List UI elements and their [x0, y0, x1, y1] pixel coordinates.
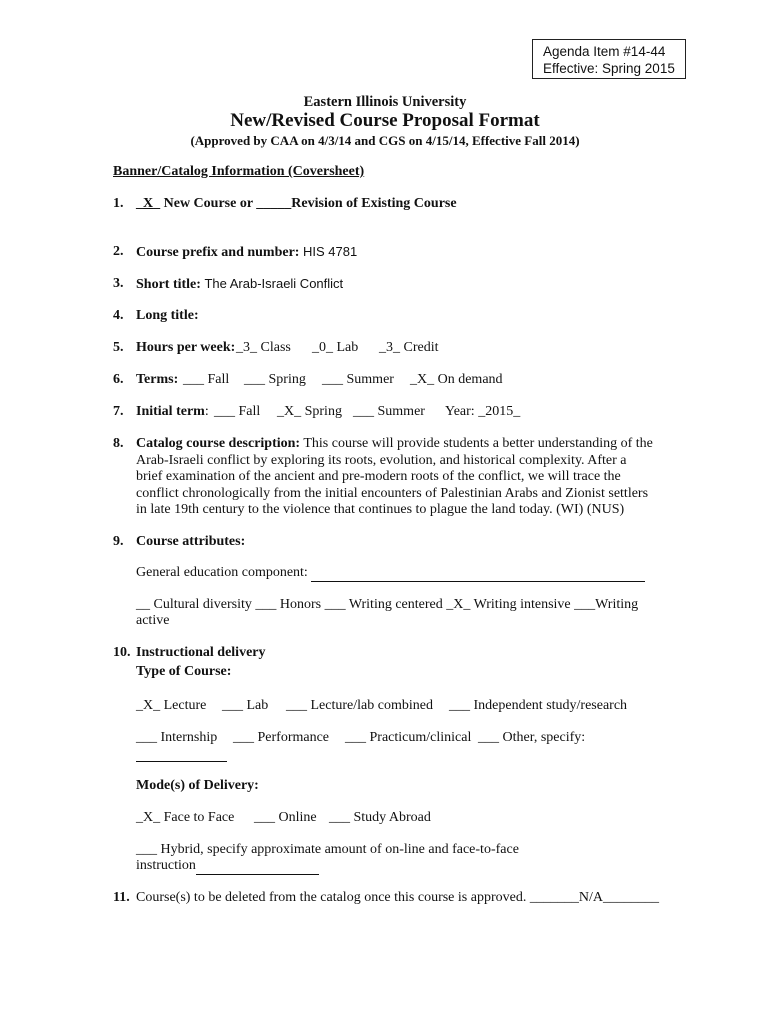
- new-course-mark: X: [143, 196, 154, 211]
- initial-summer: ___ Summer: [353, 404, 425, 419]
- hybrid-line-2: [136, 858, 319, 875]
- item-number: 11.: [113, 890, 130, 905]
- item-3-row: [136, 276, 343, 293]
- initial-term-label: Initial term: [136, 404, 205, 419]
- course-attributes-label: Course attributes:: [136, 534, 246, 549]
- short-title-value: The Arab-Israeli Conflict: [204, 276, 344, 291]
- hours-label: Hours per week:: [136, 340, 236, 355]
- mode-face-to-face: _X_ Face to Face: [136, 810, 235, 825]
- type-internship: ___ Internship: [136, 730, 218, 745]
- type-lab: ___ Lab: [222, 698, 269, 713]
- initial-year: Year: _2015_: [445, 404, 521, 419]
- gen-ed-label: General education component:: [136, 565, 308, 580]
- hybrid-instruction-label: instruction: [136, 858, 196, 873]
- page-title: New/Revised Course Proposal Format: [230, 110, 540, 131]
- initial-fall: ___ Fall: [214, 404, 261, 419]
- course-prefix-value: HIS 4781: [302, 244, 358, 259]
- gen-ed-line: [311, 565, 645, 582]
- short-title-label: Short title:: [136, 277, 201, 292]
- type-lecture: _X_ Lecture: [136, 698, 207, 713]
- initial-spring: _X_ Spring: [277, 404, 342, 419]
- item-number: 10.: [113, 645, 131, 660]
- term-on-demand: _X_ On demand: [410, 372, 503, 387]
- section-heading: Banner/Catalog Information (Coversheet): [113, 164, 365, 179]
- type-lecture-lab: ___ Lecture/lab combined: [286, 698, 433, 713]
- type-independent-study: ___ Independent study/research: [449, 698, 628, 713]
- term-fall: ___ Fall: [183, 372, 230, 387]
- item-number: 7.: [113, 404, 124, 419]
- course-prefix-label: Course prefix and number:: [136, 245, 300, 260]
- hours-credit: _3_ Credit: [379, 340, 439, 355]
- catalog-description-text: This course will provide students a better understanding of the Arab-Israeli conflict by exploring its roots, evolution, and historical complexity. After a brief examination of the ancient and pre-modern roots of the conflict, we will trace the conflict chronologically from the initial encounters of Palestinian Arabs and Zionist settlers in late 19th century to the violence that continues to plague the land today. (WI) (NUS): [136, 436, 653, 517]
- university-name: Eastern Illinois University: [303, 94, 467, 110]
- approval-note: (Approved by CAA on 4/3/14 and CGS on 4/15/14, Effective Fall 2014): [190, 133, 580, 148]
- hybrid-line-1: ___ Hybrid, specify approximate amount of on-line and face-to-face: [136, 842, 519, 857]
- initial-term-row: Initial term:: [136, 404, 209, 419]
- type-practicum: ___ Practicum/clinical: [345, 730, 472, 745]
- mode-of-delivery-label: Mode(s) of Delivery:: [136, 778, 259, 793]
- hours-lab: _0_ Lab: [312, 340, 359, 355]
- hybrid-line: [196, 858, 319, 875]
- mode-study-abroad: ___ Study Abroad: [329, 810, 431, 825]
- mode-online: ___ Online: [254, 810, 317, 825]
- new-course-label: New Course or: [163, 196, 253, 211]
- other-specify-line: [136, 747, 227, 762]
- revision-label: Revision of Existing Course: [291, 196, 457, 211]
- courses-deleted-label: Course(s) to be deleted from the catalog once this course is approved.: [136, 890, 527, 905]
- long-title-label: Long title:: [136, 308, 199, 323]
- courses-deleted-value: N/A: [578, 890, 603, 905]
- item-number: 5.: [113, 340, 124, 355]
- term-summer: ___ Summer: [322, 372, 394, 387]
- type-of-course-label: Type of Course:: [136, 664, 232, 679]
- type-performance: ___ Performance: [233, 730, 330, 745]
- instructional-delivery-label: Instructional delivery: [136, 645, 266, 660]
- catalog-description: [136, 436, 656, 519]
- term-spring: ___ Spring: [244, 372, 306, 387]
- agenda-effective: Effective: Spring 2015: [543, 61, 675, 76]
- item-number: 2.: [113, 244, 124, 259]
- hours-class: _3_ Class: [236, 340, 291, 355]
- item-number: 1.: [113, 196, 124, 211]
- type-other: ___ Other, specify:: [478, 730, 586, 745]
- item-number: 8.: [113, 436, 124, 451]
- item-number: 9.: [113, 534, 124, 549]
- item-number: 6.: [113, 372, 124, 387]
- attributes-line-1: __ Cultural diversity ___ Honors ___ Writing centered _X_ Writing intensive ___Writing: [136, 597, 639, 612]
- item-1-row: _X_ New Course or _____Revision of Existing Course: [136, 196, 457, 211]
- gen-ed-row: [136, 565, 645, 582]
- catalog-description-label: Catalog course description:: [136, 436, 301, 451]
- item-2-row: [136, 244, 357, 261]
- agenda-box: [532, 39, 686, 79]
- agenda-item: Agenda Item #14-44: [543, 44, 666, 59]
- item-11-row: Course(s) to be deleted from the catalog once this course is approved. _______N/A________: [136, 890, 659, 905]
- attributes-line-2: active: [136, 613, 170, 628]
- item-number: 4.: [113, 308, 124, 323]
- item-number: 3.: [113, 276, 124, 291]
- terms-label: Terms:: [136, 372, 179, 387]
